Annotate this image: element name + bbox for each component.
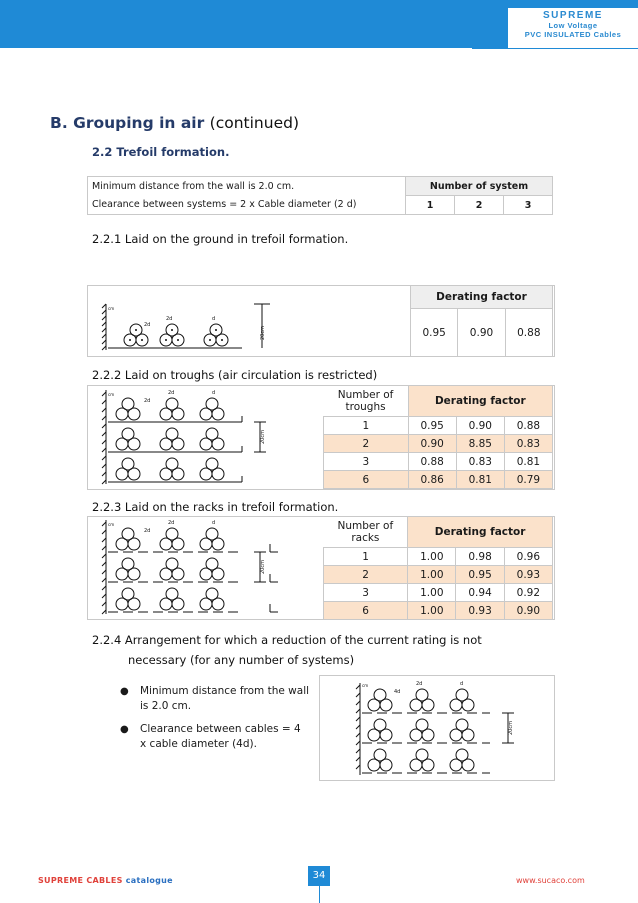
racks-r2-v3: 0.93 [504,566,552,584]
arrangement-diagram [350,677,550,777]
racks-label-cm: cm [108,522,115,527]
arrangement-bullets [120,684,310,760]
troughs-r3-v1: 0.88 [408,453,456,471]
arr-label-20cm: 20cm [508,721,514,735]
racks-n-6: 6 [324,602,408,620]
troughs-r2-v3: 0.83 [504,435,552,453]
troughs-r1-v2: 0.90 [456,417,504,435]
troughs-n-1: 1 [324,417,409,435]
troughs-r3-v3: 0.81 [504,453,552,471]
troughs-r4-v1: 0.86 [408,471,456,489]
troughs-r4-v3: 0.79 [504,471,552,489]
label-d: d [212,316,216,322]
troughs-label-2d-b: 2d [168,390,175,396]
section-title-text: B. Grouping in air [50,114,205,132]
label-20cm: 20cm [260,326,266,340]
racks-r4-v1: 1.00 [408,602,456,620]
section-continued: (continued) [209,114,299,132]
troughs-table [323,385,553,489]
troughs-n-2: 2 [324,435,409,453]
racks-r4-v2: 0.93 [456,602,504,620]
racks-label-d: d [212,520,216,526]
troughs-n-3: 3 [324,453,409,471]
system-3: 3 [504,196,553,215]
troughs-col-label-text: Number of troughs [337,388,394,413]
footer-brand [38,876,173,885]
footer-line [319,886,320,903]
label-2d-b: 2d [166,316,173,322]
ground-derating-header: Derating factor [411,286,553,309]
system-2: 2 [455,196,504,215]
racks-n-3: 3 [324,584,408,602]
section-title [50,114,299,132]
item-2-2-3-title: 2.2.3 Laid on the racks in trefoil formation. [92,500,339,514]
ground-value-3: 0.88 [505,309,552,357]
troughs-label-2d-a: 2d [144,398,151,404]
bullet-clearance: ● Clearance between cables = 4 x cable diameter (4d). [120,722,310,752]
racks-label-2d-a: 2d [144,528,151,534]
item-2-2-4-title-line2: necessary (for any number of systems) [128,653,355,667]
racks-n-2: 2 [324,566,408,584]
ground-value-2: 0.90 [458,309,505,357]
intro-table [87,176,553,215]
item-2-2-4-title-line1: 2.2.4 Arrangement for which a reduction of the current rating is not [92,633,482,647]
footer-catalogue: catalogue [125,876,173,885]
ground-derating-table [410,285,553,357]
troughs-r2-v1: 0.90 [408,435,456,453]
brand-name: SUPREME [543,10,603,21]
racks-r1-v3: 0.96 [504,548,552,566]
footer-brand-name: SUPREME CABLES [38,876,123,885]
troughs-r3-v2: 0.83 [456,453,504,471]
arr-label-d: d [460,681,464,687]
troughs-r2-v2: 8.85 [456,435,504,453]
subsection-title: 2.2 Trefoil formation. [92,145,230,159]
racks-r3-v1: 1.00 [408,584,456,602]
item-2-2-2-title: 2.2.2 Laid on troughs (air circulation is restricted) [92,368,378,382]
racks-n-1: 1 [324,548,408,566]
brand-line3: PVC INSULATED Cables [524,30,622,39]
racks-r2-v1: 1.00 [408,566,456,584]
bullet-wall-distance: ● Minimum distance from the wall is 2.0 cm. [120,684,310,714]
intro-row2: Clearance between systems = 2 x Cable diameter (2 d) [88,196,406,215]
intro-row1: Minimum distance from the wall is 2.0 cm. [88,177,406,196]
racks-r3-v2: 0.94 [456,584,504,602]
troughs-r1-v1: 0.95 [408,417,456,435]
troughs-diagram [92,388,322,486]
racks-r3-v3: 0.92 [504,584,552,602]
racks-col-label: Number of racks [324,517,408,548]
racks-r1-v1: 1.00 [408,548,456,566]
header-rule [472,48,638,49]
label-2d-a: 2d [144,322,151,328]
troughs-label-cm: cm [108,392,115,397]
brand-block [508,8,638,48]
racks-table [323,516,553,620]
item-2-2-1-title: 2.2.1 Laid on the ground in trefoil formation. [92,232,349,246]
troughs-n-6: 6 [324,471,409,489]
system-1: 1 [406,196,455,215]
racks-r4-v3: 0.90 [504,602,552,620]
systems-header: Number of system [406,177,553,196]
racks-label-20cm: 20cm [260,560,266,574]
arr-label-cm: cm [362,683,369,688]
ground-diagram [92,300,322,352]
troughs-header: Derating factor [408,386,552,417]
footer-url[interactable]: www.sucaco.com [516,876,585,885]
troughs-label-20cm: 20cm [260,430,266,444]
brand-line2: Low Voltage [548,21,598,30]
troughs-r4-v2: 0.81 [456,471,504,489]
racks-r1-v2: 0.98 [456,548,504,566]
arr-label-4d: 4d [394,689,401,695]
troughs-label-d: d [212,390,216,396]
racks-label-2d-b: 2d [168,520,175,526]
page-number: 34 [308,866,330,886]
troughs-col-label [324,386,409,417]
troughs-r1-v3: 0.88 [504,417,552,435]
label-cm: cm [108,306,115,311]
racks-diagram [92,518,322,616]
ground-value-1: 0.95 [411,309,458,357]
racks-header: Derating factor [408,517,553,548]
arr-label-2d: 2d [416,681,423,687]
racks-r2-v2: 0.95 [456,566,504,584]
